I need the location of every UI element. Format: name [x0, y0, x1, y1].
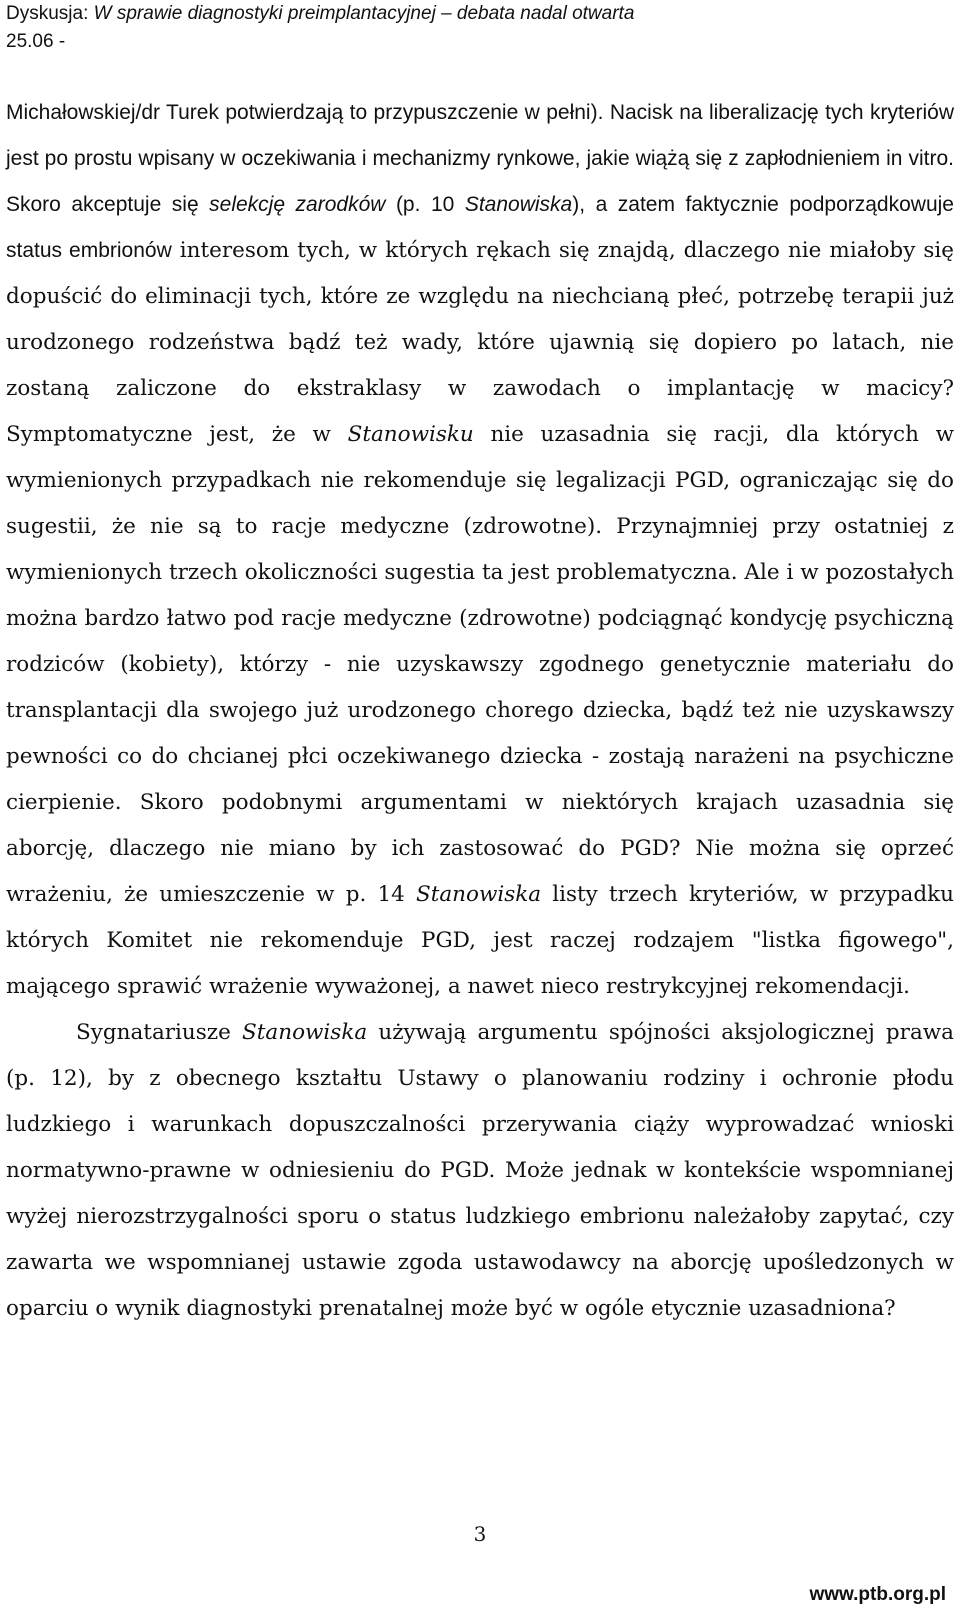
header-title — [6, 0, 946, 28]
italic-term: Stanowiska — [415, 882, 542, 907]
italic-term: Stanowiska — [242, 1020, 368, 1045]
paragraph-1 — [6, 90, 954, 1010]
article-body — [6, 90, 954, 1332]
header-date: 25.06 - — [6, 31, 66, 52]
text-span: (p. 10 — [385, 193, 465, 216]
italic-term: selekcję zarodków — [209, 193, 386, 216]
page-number: 3 — [473, 1522, 487, 1546]
header-prefix: Dyskusja: — [6, 3, 94, 24]
text-span: nie uzasadnia się racji, dla których w wymienionych przypadkach nie rekomenduje się legalizacji PGD, ograniczając się do sugestii, że nie są to racje medyczne (zdrowotne). Przynajmniej przy ostatniej z wymienionych trzech okoliczności sugestia ta jest problematyczna. Ale i w pozostałych można bardzo łatwo pod racje medyczne (zdrowotne) podciągnąć kondycję psychiczną rodziców (kobiety), którzy - nie uzyskawszy zgodnego genetycznie materiału do transplantacji dla swojego już urodzonego chorego dziecka, bądź też nie uzyskawszy pewności co do chcianej płci oczekiwanego dziecka - zostają narażeni na psychiczne cierpienie. Skoro podobnymi argumentami w niektórych krajach uzasadnia się aborcję, dlaczego nie miano by ich zastosować do PGD? Nie można się oprzeć wrażeniu, że umieszczenie w p. 14 — [6, 422, 954, 907]
text-span: Sygnatariusze — [76, 1020, 243, 1045]
text-span: Michałowskiej/dr Turek potwierdzają to przypuszczenie w pełni). Nacisk na liberalizację tych kryteriów jest po prostu wpisany w oczekiwania i mechanizmy rynkowe, jakie wiążą się z zapłodnieniem in vitro. Skoro akceptuje się — [6, 101, 954, 216]
italic-term: Stanowisku — [347, 422, 474, 447]
text-span: ), a zatem faktycznie podporządkowuje status embrionów — [6, 193, 954, 262]
text-span: używają argumentu spójności aksjologicznej prawa (p. 12), by z obecnego kształtu Ustawy o planowaniu rodziny i ochronie płodu ludzkiego i warunkach dopuszczalności przerywania ciąży wyprowadzać wnioski normatywno-prawne w odniesieniu do PGD. Może jednak w kontekście wspomnianej wyżej nierozstrzygalności sporu o status ludzkiego embrionu należałoby zapytać, czy zawarta we wspomnianej ustawie zgoda ustawodawcy na aborcję upośledzonych w oparciu o wynik diagnostyki prenatalnej może być w ogóle etycznie uzasadniona? — [6, 1020, 954, 1321]
footer-url: www.ptb.org.pl — [809, 1584, 946, 1605]
document-header — [6, 0, 946, 56]
paragraph-2 — [6, 1010, 954, 1332]
header-article-title: W sprawie diagnostyki preimplantacyjnej – debata nadal otwarta — [93, 3, 635, 24]
text-span: listy trzech kryteriów, w przypadku których Komitet nie rekomenduje PGD, jest raczej rodzajem "listka figowego", mającego sprawić wrażenie wyważonej, a nawet nieco restrykcyjnej rekomendacji. — [6, 882, 954, 999]
text-span: interesom tych, w których rękach się znajdą, dlaczego nie miałoby się dopuścić do eliminacji tych, które ze względu na niechcianą płeć, potrzebę terapii już urodzonego rodzeństwa bądź też wady, które ujawnią się dopiero po latach, nie zostaną zaliczone do ekstraklasy w zawodach o implantację w macicy? Symptomatyczne jest, że w — [6, 238, 954, 447]
italic-term: Stanowiska — [464, 193, 573, 216]
